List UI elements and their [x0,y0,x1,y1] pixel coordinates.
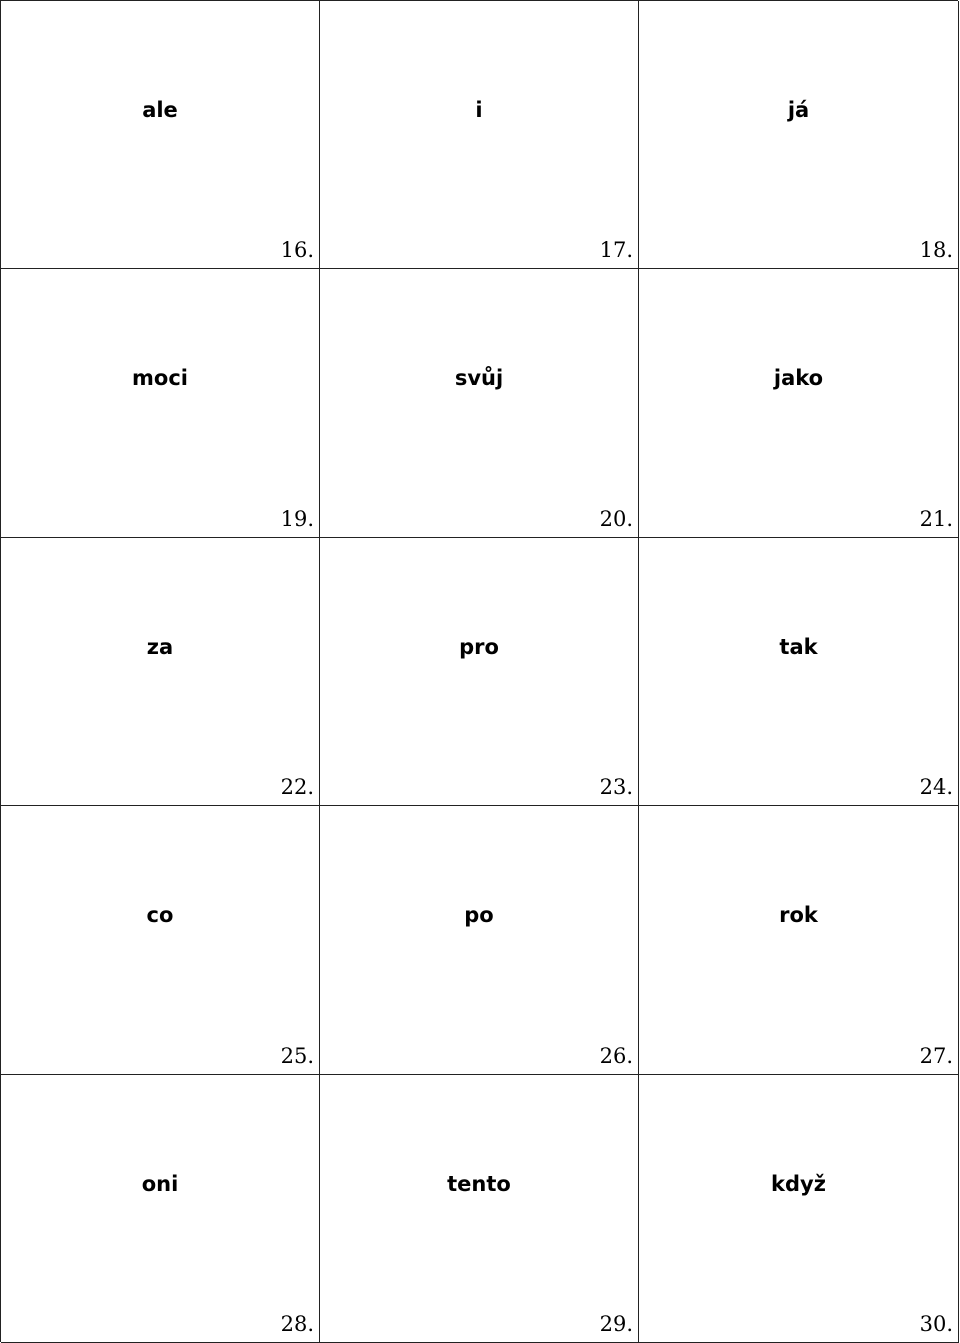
card-word: moci [132,366,188,391]
card-word: po [464,903,494,928]
card-number: 30. [919,1311,953,1336]
card-word: jako [773,366,824,391]
card-number: 19. [280,506,314,531]
card-number: 16. [280,238,314,263]
card-number: 29. [599,1311,633,1336]
flashcard [320,1075,639,1343]
flashcard [1,269,320,537]
card-number: 24. [919,775,953,800]
card-number: 22. [280,775,314,800]
card-number: 20. [599,506,633,531]
flashcard [1,1075,320,1343]
flashcard [639,1075,959,1343]
card-number: 21. [919,506,953,531]
flashcard [639,806,959,1074]
card-word: ale [142,98,178,122]
flashcard [320,806,639,1074]
flashcard [1,538,320,806]
flashcard [320,1,639,269]
card-word: tento [447,1171,511,1196]
card-number: 26. [599,1043,633,1068]
card-number: 28. [280,1311,314,1336]
card-number: 25. [280,1043,314,1068]
card-number: 23. [599,775,633,800]
card-word: za [146,634,174,659]
card-word: co [146,903,174,928]
flashcard [639,1,959,269]
card-word: tak [779,634,818,659]
card-number: 17. [599,238,633,263]
card-word: já [787,98,810,122]
flashcard [639,269,959,537]
flashcard [1,806,320,1074]
card-word: oni [141,1171,179,1196]
flashcard [320,538,639,806]
card-word: pro [459,634,499,659]
flashcard [639,538,959,806]
card-word: svůj [454,366,504,391]
card-word: když [771,1171,826,1196]
card-number: 18. [919,238,953,263]
flashcard [1,1,320,269]
card-word: rok [779,903,818,928]
flashcard [320,269,639,537]
card-number: 27. [919,1043,953,1068]
card-word: i [475,98,483,122]
